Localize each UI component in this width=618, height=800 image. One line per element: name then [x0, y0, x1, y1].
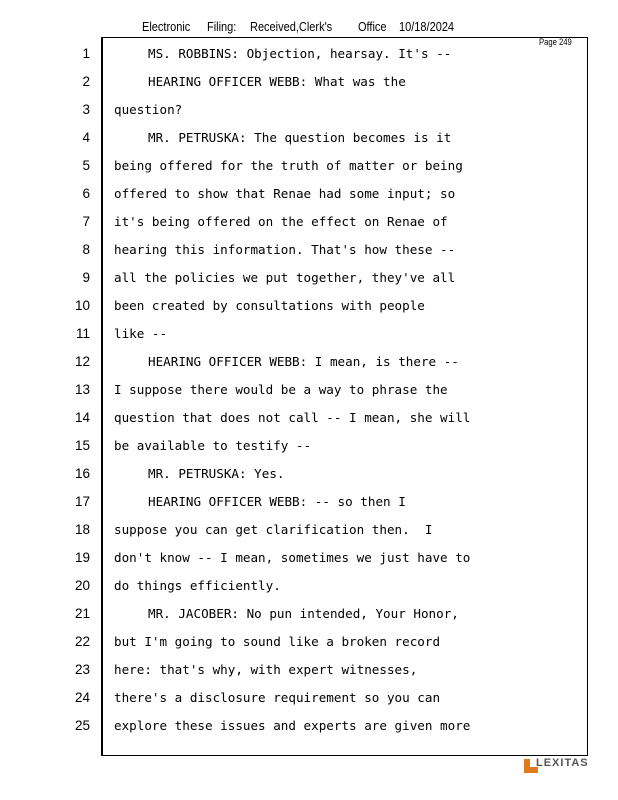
line-text: like -- — [114, 326, 168, 341]
transcript-line — [0, 684, 618, 712]
line-text: question? — [114, 102, 183, 117]
line-number: 18 — [74, 522, 90, 537]
line-number: 11 — [75, 326, 90, 341]
line-number: 15 — [74, 438, 90, 453]
filing-stamp-header — [0, 20, 618, 36]
line-number: 20 — [74, 578, 90, 593]
line-number: 8 — [82, 242, 90, 257]
line-number: 6 — [82, 186, 90, 201]
line-number: 25 — [74, 718, 90, 733]
header-office: Office — [358, 20, 387, 34]
header-received: Received,Clerk's — [250, 20, 333, 34]
line-text: MR. JACOBER: No pun intended, Your Honor, — [148, 606, 459, 621]
line-text: here: that's why, with expert witnesses, — [114, 662, 418, 677]
transcript-line — [0, 572, 618, 600]
line-number: 23 — [74, 662, 90, 677]
transcript-line — [0, 348, 618, 376]
header-filing: Filing: — [207, 20, 237, 34]
line-text: question that does not call -- I mean, she will — [114, 410, 471, 425]
transcript-line — [0, 488, 618, 516]
line-text: hearing this information. That's how these -- — [114, 242, 456, 257]
line-text: don't know -- I mean, sometimes we just have to — [114, 550, 471, 565]
lexitas-logo — [524, 757, 594, 777]
line-text: explore these issues and experts are given more — [114, 718, 471, 733]
line-text: HEARING OFFICER WEBB: What was the — [148, 74, 406, 89]
transcript-line — [0, 180, 618, 208]
line-number: 13 — [74, 382, 90, 397]
line-text: MR. PETRUSKA: Yes. — [148, 466, 285, 481]
line-text: been created by consultations with people — [114, 298, 425, 313]
transcript-line — [0, 320, 618, 348]
line-text: but I'm going to sound like a broken record — [114, 634, 441, 649]
line-text: do things efficiently. — [114, 578, 281, 593]
line-text: MR. PETRUSKA: The question becomes is it — [148, 130, 452, 145]
line-number: 22 — [74, 634, 90, 649]
line-number: 16 — [74, 466, 90, 481]
line-number: 21 — [74, 606, 90, 621]
line-text: be available to testify -- — [114, 438, 312, 453]
line-number: 9 — [82, 270, 90, 285]
transcript-line — [0, 292, 618, 320]
transcript-line — [0, 404, 618, 432]
line-number: 5 — [82, 158, 90, 173]
transcript-line — [0, 460, 618, 488]
transcript-line — [0, 152, 618, 180]
transcript-line — [0, 68, 618, 96]
transcript-line — [0, 208, 618, 236]
transcript-line — [0, 600, 618, 628]
transcript-line — [0, 432, 618, 460]
header-electronic: Electronic — [142, 20, 191, 34]
transcript-line — [0, 96, 618, 124]
line-text: suppose you can get clarification then. I — [114, 522, 433, 537]
line-text: HEARING OFFICER WEBB: I mean, is there -- — [148, 354, 459, 369]
transcript-line — [0, 236, 618, 264]
line-number: 4 — [82, 130, 90, 145]
line-text: there's a disclosure requirement so you can — [114, 690, 441, 705]
transcript-line — [0, 516, 618, 544]
line-number: 14 — [74, 410, 90, 425]
transcript-line — [0, 40, 618, 68]
lexitas-logo-text: LEXITAS — [536, 757, 589, 769]
line-number: 7 — [82, 214, 90, 229]
transcript-line — [0, 712, 618, 740]
line-text: HEARING OFFICER WEBB: -- so then I — [148, 494, 406, 509]
line-text: I suppose there would be a way to phrase the — [114, 382, 448, 397]
line-text: MS. ROBBINS: Objection, hearsay. It's -- — [148, 46, 452, 61]
line-number: 12 — [74, 354, 90, 369]
line-number: 17 — [74, 494, 90, 509]
page-number: Page 249 — [539, 37, 572, 47]
line-number: 2 — [82, 74, 90, 89]
line-text: offered to show that Renae had some input; so — [114, 186, 456, 201]
transcript-line — [0, 376, 618, 404]
transcript-line — [0, 656, 618, 684]
line-number: 3 — [82, 102, 90, 117]
line-text: it's being offered on the effect on Renae of — [114, 214, 448, 229]
line-number: 24 — [74, 690, 90, 705]
line-number: 1 — [82, 46, 90, 61]
line-number: 10 — [74, 298, 90, 313]
line-text: all the policies we put together, they've all — [114, 270, 456, 285]
transcript-line — [0, 628, 618, 656]
header-date: 10/18/2024 — [399, 20, 455, 34]
transcript-line — [0, 124, 618, 152]
transcript-line — [0, 264, 618, 292]
line-number: 19 — [74, 550, 90, 565]
line-text: being offered for the truth of matter or being — [114, 158, 463, 173]
transcript-line — [0, 544, 618, 572]
